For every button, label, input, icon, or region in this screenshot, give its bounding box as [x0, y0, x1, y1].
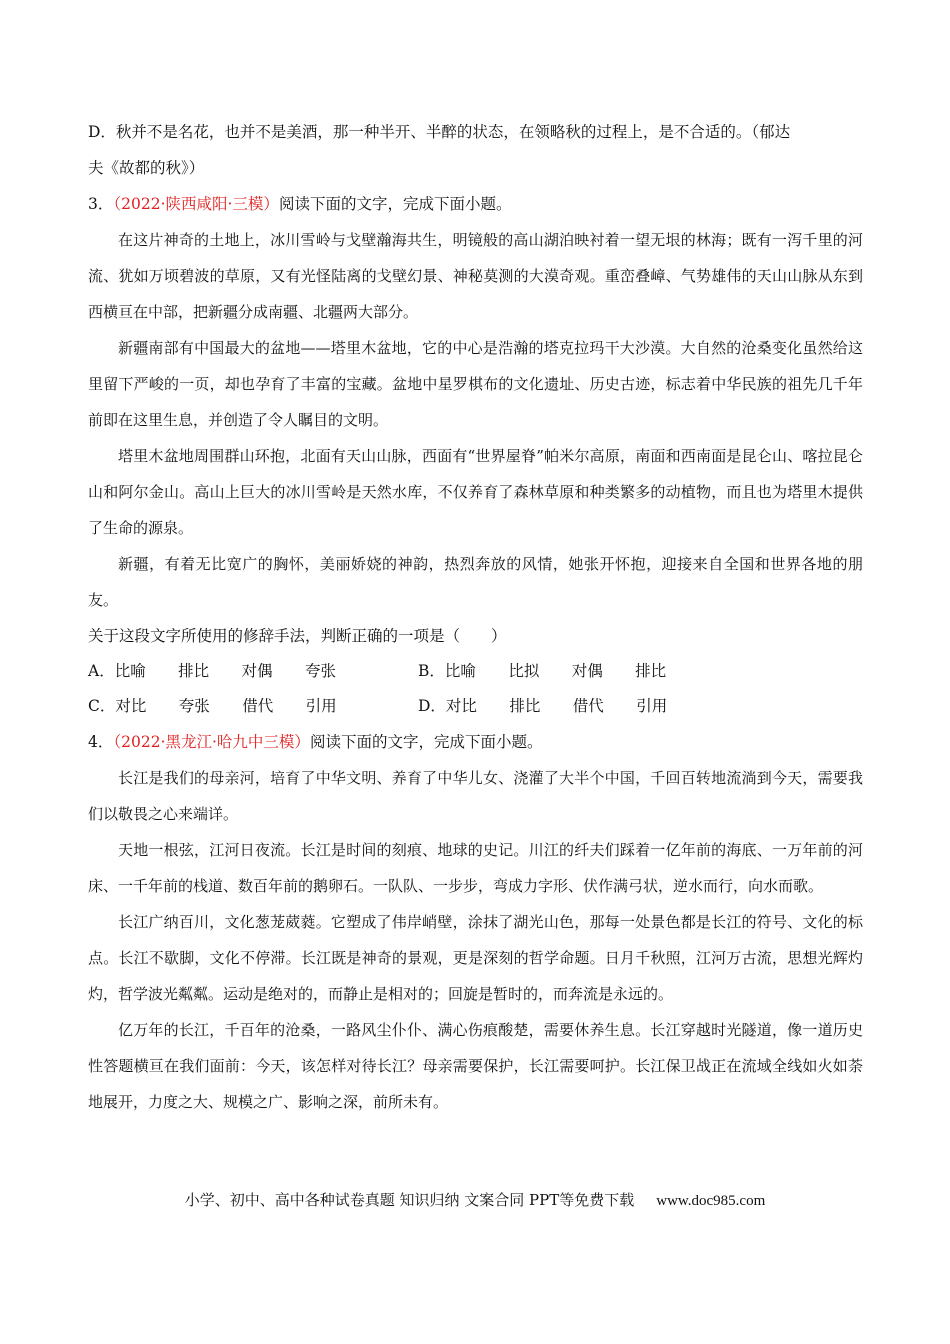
question-4-paragraph-2: 天地一根弦，江河日夜流。长江是时间的刻痕、地球的史记。川江的纤夫们踩着一亿年前的海底、一万年前的河床、一千年前的栈道、数百年前的鹅卵石。一队队、一步步，弯成力字形、伏作满弓状，逆水而行，向水而歌。	[88, 841, 863, 895]
question-4-source: （2022·黑龙江·哈九中三模）	[113, 733, 310, 751]
page-footer	[0, 1188, 950, 1213]
question-3	[88, 186, 863, 724]
option-a: A．比喻 排比 对偶 夸张	[88, 662, 336, 680]
question-4-paragraph-1: 长江是我们的母亲河，培育了中华文明、养育了中华儿女、浇灌了大半个中国，千回百转地流淌到今天，需要我们以敬畏之心来端详。	[88, 769, 863, 823]
options-row-2	[88, 689, 863, 724]
option-d-line-2: 夫《故都的秋》）	[88, 159, 205, 177]
question-3-prompt: 关于这段文字所使用的修辞手法，判断正确的一项是（ ）	[88, 627, 507, 645]
question-4-paragraph-4: 亿万年的长江，千百年的沧桑，一路风尘仆仆、满心伤痕酸楚，需要休养生息。长江穿越时光隧道，像一道历史性答题横亘在我们面前：今天，该怎样对待长江？母亲需要保护，长江需要呵护。长江保卫战正在流域全线如火如荼地展开，力度之大、规模之广、影响之深，前所未有。	[88, 1021, 863, 1111]
question-3-paragraph-1: 在这片神奇的土地上，冰川雪岭与戈壁瀚海共生，明镜般的高山湖泊映衬着一望无垠的林海；既有一泻千里的河流、犹如万顷碧波的草原，又有光怪陆离的戈壁幻景、神秘莫测的大漠奇观。重峦叠嶂、气势雄伟的天山山脉从东到西横亘在中部，把新疆分成南疆、北疆两大部分。	[88, 231, 863, 321]
question-3-number: 3．	[88, 195, 114, 213]
option-c: C．对比 夸张 借代 引用	[88, 697, 337, 715]
question-4-instruction: 阅读下面的文字，完成下面小题。	[309, 733, 543, 751]
question-4-paragraph-3: 长江广纳百川，文化葱茏葳蕤。它塑成了伟岸峭壁，涂抹了湖光山色，那每一处景色都是长江的符号、文化的标点。长江不歇脚，文化不停滞。长江既是神奇的景观，更是深刻的哲学命题。日月千秋照，江河万古流，思想光辉灼灼，哲学波光粼粼。运动是绝对的，而静止是相对的；回旋是暂时的，而奔流是永远的。	[88, 913, 863, 1003]
option-d: D．对比 排比 借代 引用	[418, 697, 668, 715]
page-content	[88, 114, 863, 1120]
previous-option-d	[88, 114, 863, 186]
question-4-header	[88, 724, 863, 760]
footer-text: 小学、初中、高中各种试卷真题 知识归纳 文案合同 PPT等免费下载	[184, 1191, 635, 1209]
option-d-line-1: D．秋并不是名花，也并不是美酒，那一种半开、半醉的状态，在领略秋的过程上，是不合适的。（郁达	[88, 123, 791, 141]
question-4	[88, 724, 863, 1120]
question-3-instruction: 阅读下面的文字，完成下面小题。	[278, 195, 512, 213]
options-row-1	[88, 654, 863, 689]
question-3-paragraph-3: 塔里木盆地周围群山环抱，北面有天山山脉，西面有“世界屋脊”帕米尔高原，南面和西南面是昆仑山、喀拉昆仑山和阿尔金山。高山上巨大的冰川雪岭是天然水库，不仅养育了森林草原和种类繁多的动植物，而且也为塔里木提供了生命的源泉。	[88, 447, 863, 537]
question-3-paragraph-2: 新疆南部有中国最大的盆地——塔里木盆地，它的中心是浩瀚的塔克拉玛干大沙漠。大自然的沧桑变化虽然给这里留下严峻的一页，却也孕育了丰富的宝藏。盆地中星罗棋布的文化遗址、历史古迹，标志着中华民族的祖先几千年前即在这里生息，并创造了令人瞩目的文明。	[88, 339, 863, 429]
footer-url: www.doc985.com	[656, 1193, 766, 1209]
question-4-number: 4．	[88, 733, 114, 751]
question-3-header	[88, 186, 863, 222]
question-3-source: （2022·陕西咸阳·三模）	[113, 195, 279, 213]
option-b: B．比喻 比拟 对偶 排比	[418, 662, 667, 680]
question-3-paragraph-4: 新疆，有着无比宽广的胸怀，美丽娇娆的神韵，热烈奔放的风情，她张开怀抱，迎接来自全国和世界各地的朋友。	[88, 555, 863, 609]
